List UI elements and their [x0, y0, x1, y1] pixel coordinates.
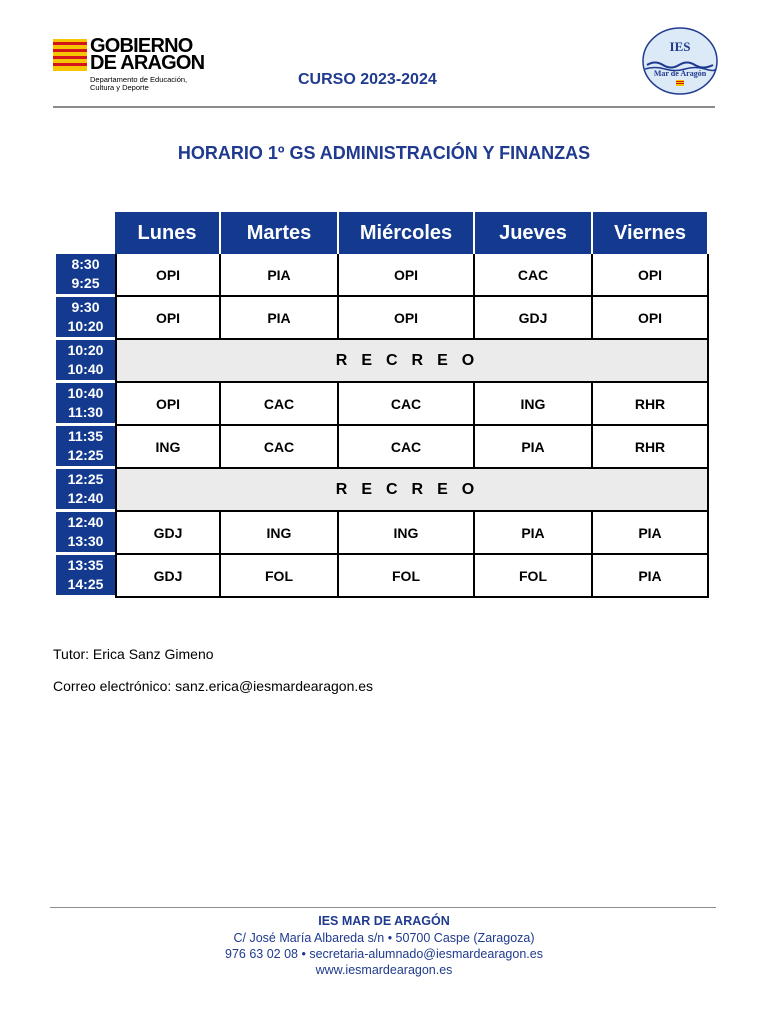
time-end: 14:25	[67, 576, 104, 592]
subject-cell: PIA	[593, 512, 709, 555]
subject-cell: OPI	[115, 297, 221, 340]
subject-cell: OPI	[115, 383, 221, 426]
header-divider	[53, 106, 715, 108]
time-start: 11:35	[67, 428, 104, 444]
subject-cell: FOL	[339, 555, 475, 598]
subject-cell: GDJ	[475, 297, 593, 340]
gov-logo-line1: GOBIERNO	[90, 35, 193, 57]
time-end: 12:40	[67, 490, 104, 506]
time-slot	[56, 469, 115, 512]
school-year: CURSO 2023-2024	[298, 71, 437, 88]
gov-logo-line3: Departamento de Educación,	[90, 75, 188, 84]
footer-address: C/ José María Albareda s/n • 50700 Caspe (Zaragoza)	[233, 931, 535, 945]
time-start: 12:40	[67, 514, 104, 530]
tutor-info: Tutor: Erica Sanz Gimeno	[53, 646, 214, 662]
day-header: Jueves	[475, 212, 593, 254]
time-end: 10:20	[67, 318, 104, 334]
subject-cell: RHR	[593, 383, 709, 426]
day-header: Martes	[221, 212, 339, 254]
page-title: HORARIO 1º GS ADMINISTRACIÓN Y FINANZAS	[177, 143, 591, 163]
subject-cell: PIA	[221, 297, 339, 340]
time-slot	[56, 340, 115, 383]
subject-cell: CAC	[221, 383, 339, 426]
gov-logo-line4: Cultura y Deporte	[90, 83, 149, 92]
time-start: 9:30	[71, 299, 100, 315]
subject-cell: CAC	[475, 254, 593, 297]
time-slot	[56, 383, 115, 426]
subject-cell: OPI	[339, 254, 475, 297]
time-slot	[56, 512, 115, 555]
subject-cell: ING	[115, 426, 221, 469]
subject-cell: CAC	[221, 426, 339, 469]
footer-divider	[50, 907, 716, 908]
footer-website: www.iesmardearagon.es	[315, 963, 453, 977]
time-end: 12:25	[67, 447, 104, 463]
time-start: 12:25	[67, 471, 104, 487]
ies-logo-acronym: IES	[669, 39, 691, 54]
subject-cell: OPI	[339, 297, 475, 340]
subject-cell: ING	[339, 512, 475, 555]
subject-cell: OPI	[593, 297, 709, 340]
subject-cell: PIA	[475, 426, 593, 469]
subject-cell: CAC	[339, 426, 475, 469]
time-end: 13:30	[67, 533, 104, 549]
subject-cell: FOL	[475, 555, 593, 598]
time-start: 8:30	[71, 256, 100, 272]
time-end: 9:25	[71, 275, 100, 291]
day-header: Viernes	[593, 212, 709, 254]
time-slot	[56, 555, 115, 598]
subject-cell: RHR	[593, 426, 709, 469]
time-end: 11:30	[67, 404, 104, 420]
subject-cell: CAC	[339, 383, 475, 426]
gov-logo-line2: DE ARAGON	[90, 52, 205, 74]
day-header: Lunes	[115, 212, 221, 254]
subject-cell: PIA	[475, 512, 593, 555]
subject-cell: GDJ	[115, 512, 221, 555]
subject-cell: OPI	[593, 254, 709, 297]
email-info: Correo electrónico: sanz.erica@iesmardearagon.es	[53, 678, 374, 694]
day-header: Miércoles	[339, 212, 475, 254]
time-slot	[56, 426, 115, 469]
subject-cell: FOL	[221, 555, 339, 598]
time-slot	[56, 297, 115, 340]
time-slot	[56, 254, 115, 297]
time-end: 10:40	[67, 361, 104, 377]
ies-logo-name: Mar de Aragón	[653, 69, 707, 78]
subject-cell: PIA	[593, 555, 709, 598]
gobierno-aragon-logo	[53, 37, 213, 97]
subject-cell: ING	[475, 383, 593, 426]
subject-cell: OPI	[115, 254, 221, 297]
aragon-flag-icon	[53, 39, 87, 71]
subject-cell: GDJ	[115, 555, 221, 598]
subject-cell: ING	[221, 512, 339, 555]
footer-school-name: IES MAR DE ARAGÓN	[318, 914, 450, 928]
time-start: 10:40	[67, 385, 104, 401]
break-row: RECREO	[115, 469, 709, 512]
ies-mar-de-aragon-logo	[641, 27, 719, 95]
time-start: 13:35	[67, 557, 104, 573]
footer-phone-email: 976 63 02 08 • secretaria-alumnado@iesmardearagon.es	[225, 947, 543, 961]
break-row: RECREO	[115, 340, 709, 383]
subject-cell: PIA	[221, 254, 339, 297]
time-start: 10:20	[67, 342, 104, 358]
